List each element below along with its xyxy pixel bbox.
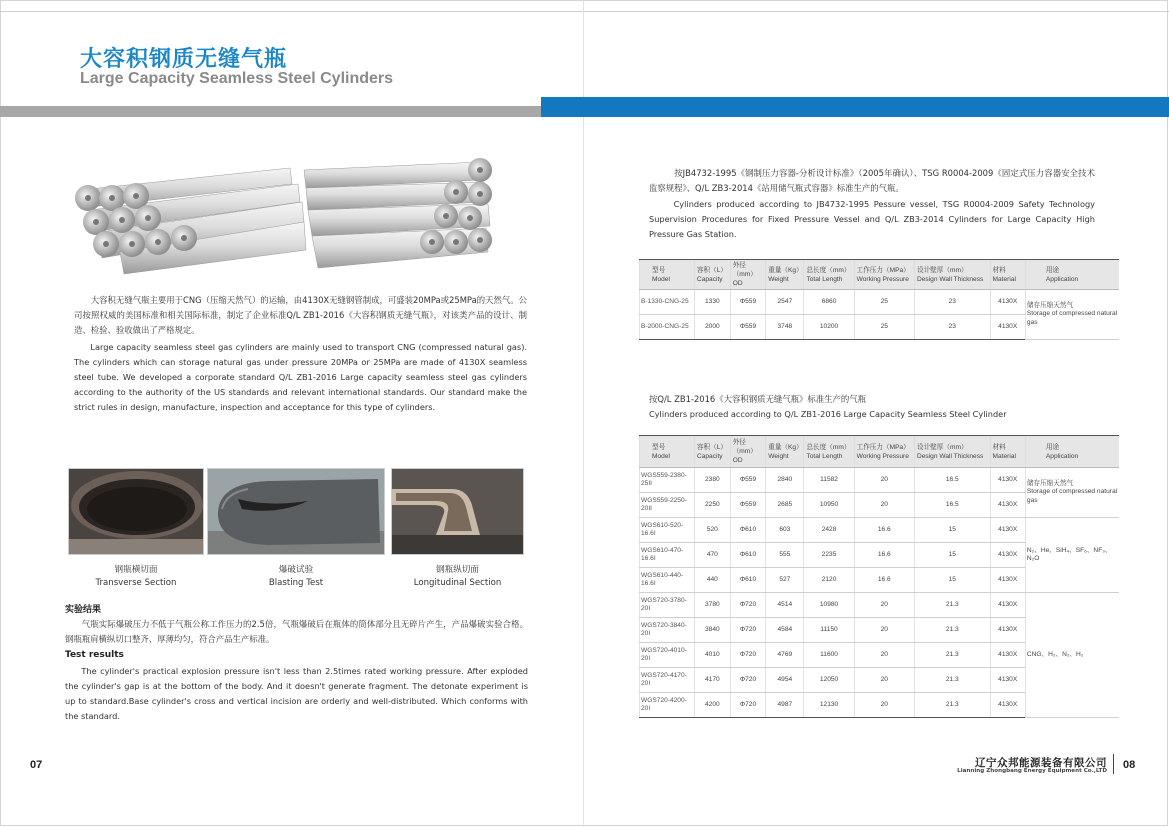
th-pressure-en: Working Pressure bbox=[856, 275, 909, 283]
cell-material: 4130X bbox=[990, 568, 1025, 593]
cell-od: Φ720 bbox=[730, 643, 766, 668]
cell-model: WGS720-3780-20I bbox=[640, 593, 695, 618]
cell-thickness: 15 bbox=[914, 543, 990, 568]
photo-blasting-test bbox=[207, 468, 385, 555]
th-length-en: Total Length bbox=[806, 452, 843, 460]
caption-transverse bbox=[68, 564, 204, 590]
cell-capacity: 1330 bbox=[694, 290, 730, 315]
th-pressure bbox=[854, 436, 914, 468]
cell-length: 10950 bbox=[804, 493, 854, 518]
th-pressure bbox=[854, 260, 914, 290]
cell-model: WGS610-470-16.6I bbox=[640, 543, 695, 568]
company-name-cn: 辽宁众邦能源装备有限公司 bbox=[975, 757, 1107, 769]
cell-model: WGS720-4200-20I bbox=[640, 693, 695, 718]
cell-length: 11600 bbox=[804, 643, 854, 668]
cell-model: B-2000-CNG-25 bbox=[640, 315, 695, 340]
th-thickness-cn: 设计壁厚（mm） bbox=[916, 443, 968, 451]
standard2-english: Cylinders produced according to Q/L ZB1-2016 Large Capacity Seamless Steel Cylinder bbox=[649, 409, 1007, 419]
cell-material: 4130X bbox=[990, 668, 1025, 693]
spec-table-1 bbox=[639, 259, 1119, 340]
th-od-en: OD bbox=[732, 457, 743, 464]
th-weight-cn: 重量（Kg） bbox=[768, 443, 803, 451]
cell-od: Φ720 bbox=[730, 618, 766, 643]
th-weight-cn: 重量（Kg） bbox=[768, 266, 803, 274]
results-text-en: The cylinder's practical explosion pressure isn't less than 2.5times rated working pressure. After exploded the cylinder's gap is at the bottom of the body. And it doesn't generate fragment. The detonate experiment is up to standard.Base cylinder's cross and vertical incision are orderly and well-distributed. Which conforms with the standard. bbox=[65, 666, 528, 721]
left-cylinder-stack bbox=[75, 168, 306, 274]
cell-weight: 3748 bbox=[766, 315, 804, 340]
cell-od: Φ610 bbox=[730, 518, 766, 543]
th-model-cn: 型号 bbox=[652, 443, 666, 451]
th-capacity bbox=[694, 260, 730, 290]
th-od-cn: 外径（mm） bbox=[732, 262, 757, 278]
cell-od: Φ559 bbox=[730, 493, 766, 518]
cell-length: 6860 bbox=[804, 290, 854, 315]
th-length bbox=[804, 436, 854, 468]
cell-weight: 2685 bbox=[766, 493, 804, 518]
cell-model: WGS720-4170-20I bbox=[640, 668, 695, 693]
cell-capacity: 3840 bbox=[694, 618, 730, 643]
header-bar-blue bbox=[541, 97, 1169, 117]
results-heading-en: Test results bbox=[65, 650, 124, 660]
cell-length: 10980 bbox=[804, 593, 854, 618]
cell-length: 11150 bbox=[804, 618, 854, 643]
th-application-cn: 用途 bbox=[1045, 443, 1060, 451]
cell-length: 11582 bbox=[804, 468, 854, 493]
table-row bbox=[640, 518, 1120, 543]
th-pressure-en: Working Pressure bbox=[856, 452, 909, 460]
th-material bbox=[990, 260, 1025, 290]
cell-material: 4130X bbox=[990, 643, 1025, 668]
header-bar-gray bbox=[0, 106, 541, 117]
th-model-en: Model bbox=[652, 452, 670, 460]
cell-od: Φ559 bbox=[730, 290, 766, 315]
title-english: Large Capacity Seamless Steel Cylinders bbox=[80, 70, 394, 87]
th-material-cn: 材料 bbox=[992, 266, 1006, 274]
cell-capacity: 4170 bbox=[694, 668, 730, 693]
table-row bbox=[640, 468, 1120, 493]
cell-capacity: 2000 bbox=[694, 315, 730, 340]
cell-material: 4130X bbox=[990, 468, 1025, 493]
cell-weight: 4769 bbox=[766, 643, 804, 668]
th-application bbox=[1025, 260, 1119, 290]
cell-application-a: 储存压缩天然气 Storage of compressed natural gas bbox=[1025, 468, 1119, 518]
cell-pressure: 16.6 bbox=[854, 518, 914, 543]
cell-thickness: 16.5 bbox=[914, 493, 990, 518]
photo-longitudinal-section bbox=[391, 468, 524, 555]
cell-pressure: 25 bbox=[854, 315, 914, 340]
caption-longitudinal-en: Longitudinal Section bbox=[413, 578, 502, 588]
table-row bbox=[640, 290, 1120, 315]
standard1-chinese: 按JB4732-1995《钢制压力容器-分析设计标准》（2005年确认）、TSG R0004-2009《固定式压力容器安全技术监察规程》、Q/L ZB3-2014《站用储气瓶式容器》标准生产的气瓶。 bbox=[649, 168, 1095, 193]
cell-pressure: 20 bbox=[854, 493, 914, 518]
cell-material: 4130X bbox=[990, 290, 1025, 315]
cell-length: 10200 bbox=[804, 315, 854, 340]
th-weight-en: Weight bbox=[768, 275, 789, 283]
th-pressure-cn: 工作压力（MPa） bbox=[856, 266, 910, 274]
cell-pressure: 20 bbox=[854, 593, 914, 618]
cell-model: WGS610-440-16.6I bbox=[640, 568, 695, 593]
cell-od: Φ610 bbox=[730, 568, 766, 593]
cell-weight: 4514 bbox=[766, 593, 804, 618]
cell-capacity: 520 bbox=[694, 518, 730, 543]
th-pressure-cn: 工作压力（MPa） bbox=[856, 443, 910, 451]
table-row bbox=[640, 593, 1120, 618]
th-capacity bbox=[694, 436, 730, 468]
cell-thickness: 15 bbox=[914, 518, 990, 543]
cell-pressure: 20 bbox=[854, 643, 914, 668]
th-application-en: Application bbox=[1045, 275, 1079, 283]
cell-material: 4130X bbox=[990, 543, 1025, 568]
photo-transverse-section bbox=[68, 468, 204, 555]
cylinder-bundle-image bbox=[60, 140, 510, 280]
cell-pressure: 16.6 bbox=[854, 568, 914, 593]
right-cylinder-stack bbox=[304, 158, 492, 268]
title-chinese: 大容积钢质无缝气瓶 bbox=[80, 47, 288, 72]
cell-model: WGS720-3840-20I bbox=[640, 618, 695, 643]
th-capacity-cn: 容积（L） bbox=[696, 266, 727, 274]
th-material-cn: 材料 bbox=[992, 443, 1006, 451]
cell-capacity: 3780 bbox=[694, 593, 730, 618]
cell-length: 2120 bbox=[804, 568, 854, 593]
top-rule-left bbox=[0, 11, 583, 12]
th-thickness bbox=[914, 260, 990, 290]
cell-pressure: 20 bbox=[854, 618, 914, 643]
footer-separator bbox=[1113, 754, 1114, 774]
cell-model: WGS559-2380-25II bbox=[640, 468, 695, 493]
th-model bbox=[640, 436, 695, 468]
caption-blasting-en: Blasting Test bbox=[268, 578, 324, 588]
intro-chinese: 大容积无缝气瓶主要用于CNG（压缩天然气）的运输，由4130X无缝钢管制成，可盛装20MPa或25MPa的天然气。公司按照权威的美国标准和相关国际标准，制定了企业标准Q/L ZB1-2016《大容积钢质无缝气瓶》，对该类产品的设计、制造、检验、验收做出了严格规定。 bbox=[74, 295, 527, 335]
th-length bbox=[804, 260, 854, 290]
cell-thickness: 23 bbox=[914, 315, 990, 340]
cell-capacity: 440 bbox=[694, 568, 730, 593]
spec-table-2 bbox=[639, 435, 1119, 718]
cell-length: 2428 bbox=[804, 518, 854, 543]
cell-capacity: 4200 bbox=[694, 693, 730, 718]
th-model-en: Model bbox=[652, 275, 670, 283]
th-thickness bbox=[914, 436, 990, 468]
intro-english: Large capacity seamless steel gas cylinders are mainly used to transport CNG (compressed natural gas). The cylinders which can storage natural gas under pressure 20MPa or 25MPa are made of 4130X seamless steel tube. We developed a corporate standard Q/L ZB1-2016 Large capacity seamless steel gas cylinders according to the authority of the US standards and relevant international standards. Our standard make the strict rules in design, manufacture, inspection and acceptance for this type of cylinders. bbox=[74, 342, 527, 412]
cell-pressure: 25 bbox=[854, 290, 914, 315]
cell-pressure: 20 bbox=[854, 693, 914, 718]
cell-model: WGS720-4010-20I bbox=[640, 643, 695, 668]
cell-thickness: 23 bbox=[914, 290, 990, 315]
th-length-cn: 总长度（mm） bbox=[806, 266, 851, 274]
cell-material: 4130X bbox=[990, 693, 1025, 718]
cell-weight: 527 bbox=[766, 568, 804, 593]
cell-thickness: 16.5 bbox=[914, 468, 990, 493]
cell-material: 4130X bbox=[990, 518, 1025, 543]
page-number-right: 08 bbox=[1123, 759, 1136, 771]
cell-model: WGS559-2250-20II bbox=[640, 493, 695, 518]
cell-length: 2235 bbox=[804, 543, 854, 568]
standard1-english: Cylinders produced according to JB4732-1995 Pessure vessel, TSG R0004-2009 Safety Technology Supervision Procedures for Fixed Pressure Vessel and Q/L ZB3-2014 Cylinders for Large Capacity High Pressure Gas Station. bbox=[649, 199, 1095, 239]
table1-header-row bbox=[640, 260, 1120, 290]
cell-weight: 2547 bbox=[766, 290, 804, 315]
cell-capacity: 2250 bbox=[694, 493, 730, 518]
cell-capacity: 470 bbox=[694, 543, 730, 568]
cell-od: Φ559 bbox=[730, 468, 766, 493]
cell-model: WGS610-520-16.6I bbox=[640, 518, 695, 543]
cell-weight: 4584 bbox=[766, 618, 804, 643]
cell-thickness: 21.3 bbox=[914, 643, 990, 668]
cell-weight: 603 bbox=[766, 518, 804, 543]
th-model-cn: 型号 bbox=[652, 266, 666, 274]
cell-application-c: CNG、H₂、N₂、H₂ bbox=[1025, 593, 1119, 718]
th-model bbox=[640, 260, 695, 290]
caption-blasting bbox=[207, 564, 385, 590]
th-capacity-en: Capacity bbox=[696, 452, 723, 460]
top-rule-right bbox=[584, 11, 1169, 12]
th-thickness-cn: 设计壁厚（mm） bbox=[916, 266, 968, 274]
cell-model: B-1330-CNG-25 bbox=[640, 290, 695, 315]
cell-material: 4130X bbox=[990, 493, 1025, 518]
page-number-left: 07 bbox=[30, 759, 43, 771]
cell-pressure: 16.6 bbox=[854, 543, 914, 568]
cell-thickness: 15 bbox=[914, 568, 990, 593]
table2-header-row bbox=[640, 436, 1120, 468]
caption-longitudinal-cn: 钢瓶纵切面 bbox=[436, 565, 479, 575]
company-name-en: Lianning Zhongbang Energy Equipment Co.,LTD bbox=[957, 768, 1107, 774]
cell-weight: 4954 bbox=[766, 668, 804, 693]
page-fold bbox=[583, 0, 584, 827]
cell-capacity: 4010 bbox=[694, 643, 730, 668]
cell-thickness: 21.3 bbox=[914, 668, 990, 693]
caption-longitudinal bbox=[391, 564, 524, 590]
th-thickness-en: Design Wall Thickness bbox=[916, 452, 984, 460]
th-od bbox=[730, 260, 766, 290]
cell-thickness: 21.3 bbox=[914, 618, 990, 643]
th-material bbox=[990, 436, 1025, 468]
th-application bbox=[1025, 436, 1119, 468]
cell-weight: 4987 bbox=[766, 693, 804, 718]
th-length-cn: 总长度（mm） bbox=[806, 443, 851, 451]
cell-application: 储存压缩天然气 Storage of compressed natural gas bbox=[1025, 290, 1119, 340]
cell-pressure: 20 bbox=[854, 468, 914, 493]
cell-thickness: 21.3 bbox=[914, 693, 990, 718]
th-weight bbox=[766, 260, 804, 290]
cell-od: Φ720 bbox=[730, 668, 766, 693]
th-material-en: Material bbox=[992, 275, 1016, 283]
th-application-cn: 用途 bbox=[1045, 266, 1060, 274]
cell-od: Φ720 bbox=[730, 593, 766, 618]
cell-thickness: 21.3 bbox=[914, 593, 990, 618]
cell-material: 4130X bbox=[990, 593, 1025, 618]
cell-od: Φ720 bbox=[730, 693, 766, 718]
th-application-en: Application bbox=[1045, 452, 1079, 460]
cell-pressure: 20 bbox=[854, 668, 914, 693]
cell-length: 12050 bbox=[804, 668, 854, 693]
th-weight bbox=[766, 436, 804, 468]
cell-capacity: 2380 bbox=[694, 468, 730, 493]
th-material-en: Material bbox=[992, 452, 1016, 460]
th-length-en: Total Length bbox=[806, 275, 843, 283]
results-text-cn: 气瓶实际爆破压力不低于气瓶公称工作压力的2.5倍，气瓶爆破后在瓶体的筒体部分且无碎片产生，产品爆破实验合格。钢瓶瓶肩横纵切口整齐、厚薄均匀，符合产品生产标准。 bbox=[65, 619, 528, 644]
cell-weight: 2840 bbox=[766, 468, 804, 493]
caption-transverse-cn: 钢瓶横切面 bbox=[114, 565, 158, 575]
cell-length: 12130 bbox=[804, 693, 854, 718]
caption-transverse-en: Transverse Section bbox=[95, 578, 177, 588]
th-weight-en: Weight bbox=[768, 452, 789, 460]
th-od bbox=[730, 436, 766, 468]
th-capacity-cn: 容积（L） bbox=[696, 443, 727, 451]
cell-material: 4130X bbox=[990, 618, 1025, 643]
th-thickness-en: Design Wall Thickness bbox=[916, 275, 984, 283]
th-od-cn: 外径（mm） bbox=[732, 439, 757, 455]
cell-od: Φ559 bbox=[730, 315, 766, 340]
cell-weight: 555 bbox=[766, 543, 804, 568]
cell-material: 4130X bbox=[990, 315, 1025, 340]
th-od-en: OD bbox=[732, 280, 743, 287]
cell-application-b: N₂、He、SiH₄、SF₆、NF₃、N₂O bbox=[1025, 518, 1119, 593]
cell-od: Φ610 bbox=[730, 543, 766, 568]
th-capacity-en: Capacity bbox=[696, 275, 723, 283]
caption-blasting-cn: 爆破试验 bbox=[278, 565, 314, 575]
standard2-chinese: 按Q/L ZB1-2016《大容积钢质无缝气瓶》标准生产的气瓶 bbox=[649, 394, 867, 404]
results-heading-cn: 实验结果 bbox=[65, 605, 102, 615]
